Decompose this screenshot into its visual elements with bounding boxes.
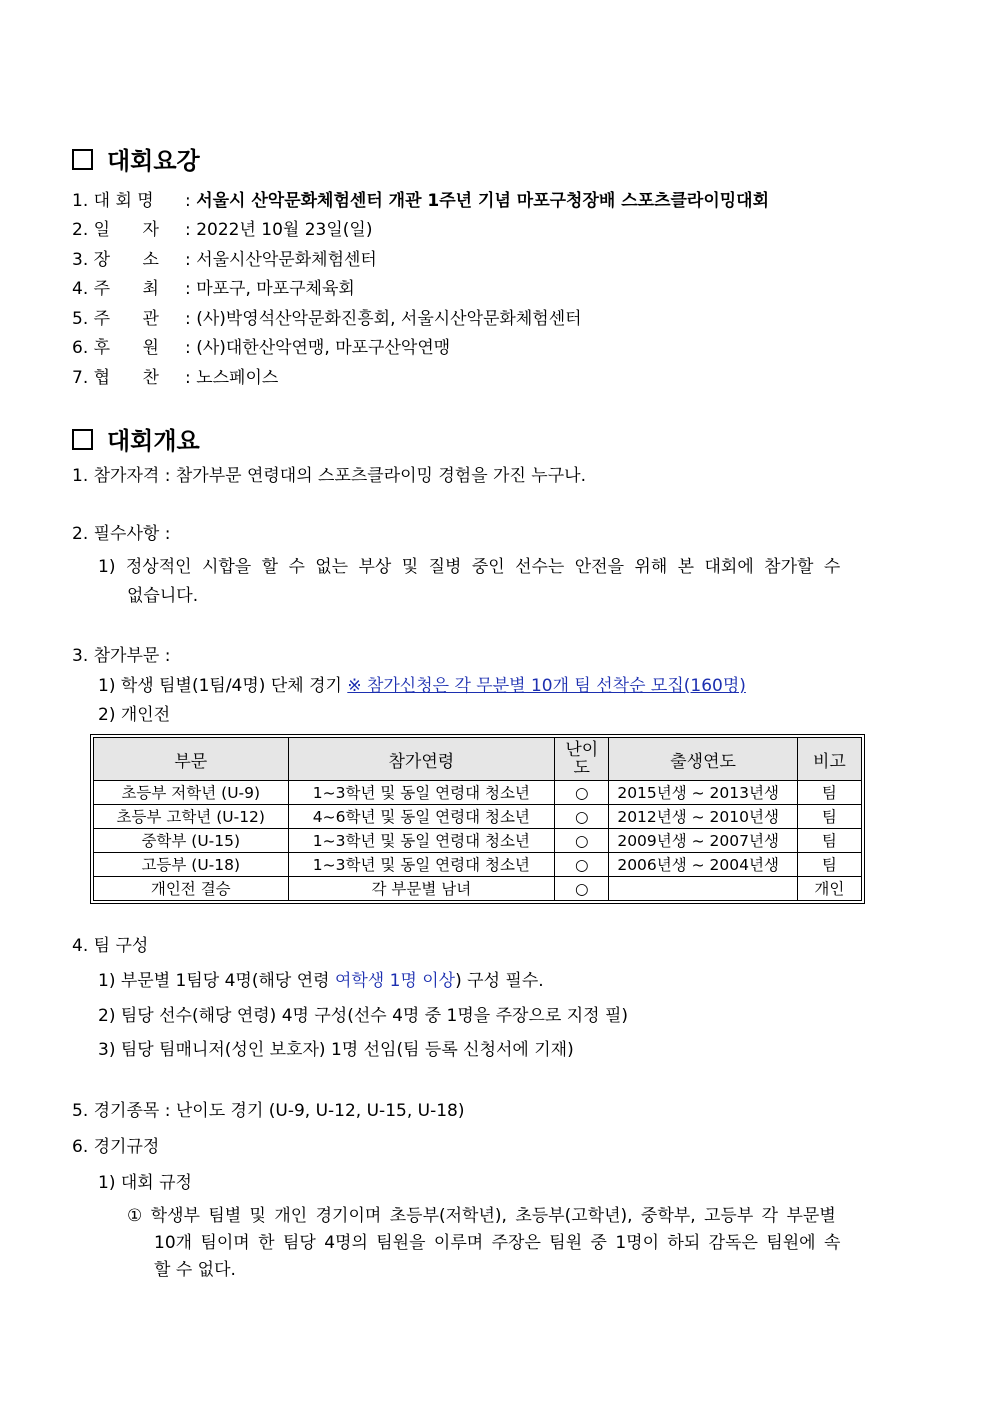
table-row: 중학부 (U-15) 1~3학년 및 동일 연령대 청소년 ○ 2009년생 ~ 2007년생 팀 xyxy=(94,829,862,853)
requirement-item-cont: 없습니다. xyxy=(127,586,199,606)
info-row: 3. 장 소 : 서울시산악문화체험센터 xyxy=(72,250,377,270)
header-note: 비고 xyxy=(797,738,861,781)
circle-icon: ○ xyxy=(555,829,609,853)
rules-subtitle: 1) 대회 규정 xyxy=(98,1173,192,1193)
team-title: 4. 팀 구성 xyxy=(72,936,149,956)
info-row: 5. 주 관 : (사)박영석산악문화진흥회, 서울시산악문화체험센터 xyxy=(72,309,582,329)
competition-name: 서울시 산악문화체험센터 개관 1주년 기념 마포구청장배 스포츠클라이밍대회 xyxy=(196,191,770,211)
info-row: 6. 후 원 : (사)대한산악연맹, 마포구산악연맹 xyxy=(72,338,451,358)
circle-icon: ○ xyxy=(555,781,609,805)
table-row: 개인전 결승 각 부문별 남녀 ○ 개인 xyxy=(94,877,862,901)
rules-title: 6. 경기규정 xyxy=(72,1137,160,1157)
info-row: 1. 대 회 명 : 서울시 산악문화체험센터 개관 1주년 기념 마포구청장배 스포츠클라이밍대회 xyxy=(72,191,770,211)
division-table xyxy=(93,737,862,901)
circle-icon: ○ xyxy=(555,877,609,901)
header-division: 부문 xyxy=(94,738,289,781)
division-individual: 2) 개인전 xyxy=(98,705,171,725)
section-title: 대회요강 xyxy=(107,147,200,175)
requirement-item: 1) 정상적인 시합을 할 수 없는 부상 및 질병 중인 선수는 안전을 위해 본 대회에 참가할 수 xyxy=(98,557,841,577)
eligibility-text: 1. 참가자격 : 참가부문 연령대의 스포츠클라이밍 경험을 가진 누구나. xyxy=(72,466,586,486)
section-title: 대회개요 xyxy=(107,427,200,455)
table-row: 초등부 저학년 (U-9) 1~3학년 및 동일 연령대 청소년 ○ 2015년생 ~ 2013년생 팀 xyxy=(94,781,862,805)
section-heading-overview xyxy=(72,141,200,176)
checkbox-square-icon xyxy=(72,149,93,170)
circle-icon: ○ xyxy=(555,805,609,829)
divisions-title: 3. 참가부문 : xyxy=(72,646,171,666)
table-header-row xyxy=(94,738,862,781)
events-text: 5. 경기종목 : 난이도 경기 (U-9, U-12, U-15, U-18) xyxy=(72,1101,465,1121)
requirements-title: 2. 필수사항 : xyxy=(72,524,171,544)
info-row: 7. 협 찬 : 노스페이스 xyxy=(72,368,279,388)
rule-item-cont: 10개 팀이며 한 팀당 4명의 팀원을 이루며 주장은 팀원 중 1명이 하되 감독은 팀원에 속 xyxy=(154,1233,841,1253)
section-heading-summary xyxy=(72,421,200,456)
header-birth-year: 출생연도 xyxy=(609,738,797,781)
team-item: 2) 팀당 선수(해당 연령) 4명 구성(선수 4명 중 1명을 주장으로 지정 필) xyxy=(98,1006,628,1026)
team-highlight: 여학생 1명 이상 xyxy=(334,971,456,991)
table-row: 고등부 (U-18) 1~3학년 및 동일 연령대 청소년 ○ 2006년생 ~ 2004년생 팀 xyxy=(94,853,862,877)
division-team: 1) 학생 팀별(1팀/4명) 단체 경기 ※ 참가신청은 각 무분별 10개 팀 선착순 모집(160명) xyxy=(98,676,746,696)
team-item: 1) 부문별 1팀당 4명(해당 연령 여학생 1명 이상) 구성 필수. xyxy=(98,971,544,991)
division-note: ※ 참가신청은 각 무분별 10개 팀 선착순 모집(160명) xyxy=(347,676,746,696)
circle-icon: ○ xyxy=(555,853,609,877)
team-item: 3) 팀당 팀매니저(성인 보호자) 1명 선임(팀 등록 신청서에 기재) xyxy=(98,1040,574,1060)
info-row: 4. 주 최 : 마포구, 마포구체육회 xyxy=(72,279,355,299)
checkbox-square-icon xyxy=(72,429,93,450)
header-age: 참가연령 xyxy=(288,738,555,781)
header-difficulty: 난이도 xyxy=(555,738,609,781)
rule-item-cont: 할 수 없다. xyxy=(154,1260,236,1280)
table-row: 초등부 고학년 (U-12) 4~6학년 및 동일 연령대 청소년 ○ 2012년생 ~ 2010년생 팀 xyxy=(94,805,862,829)
rule-item: ① 학생부 팀별 및 개인 경기이며 초등부(저학년), 초등부(고학년), 중학부, 고등부 각 부문별 xyxy=(127,1206,836,1226)
info-row: 2. 일 자 : 2022년 10월 23일(일) xyxy=(72,220,373,240)
